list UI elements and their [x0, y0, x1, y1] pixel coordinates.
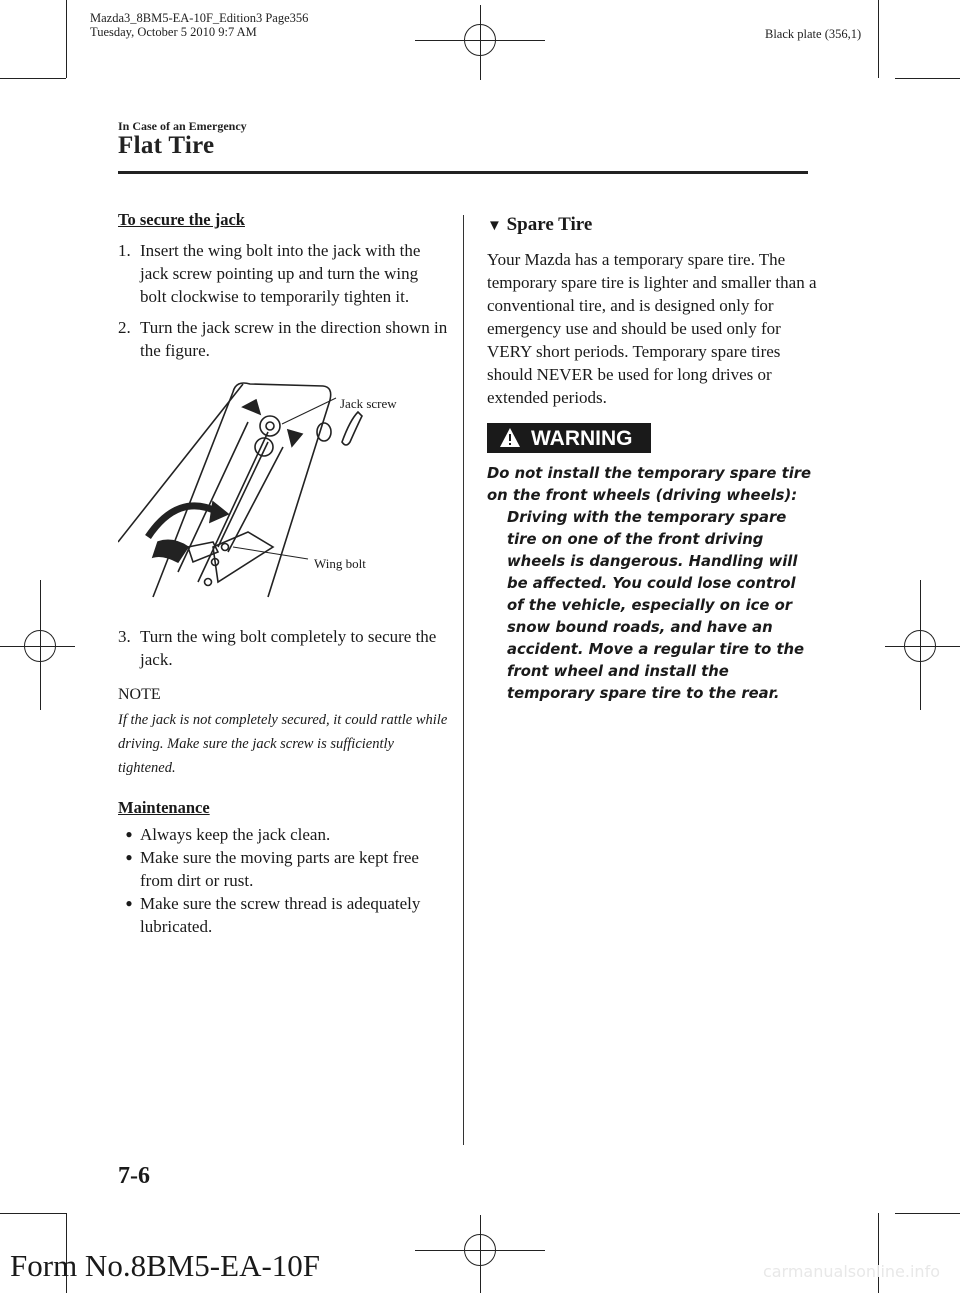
step-2 [118, 316, 448, 362]
right-column [487, 213, 817, 705]
step-number: 1. [118, 241, 131, 260]
rotation-arrow [243, 400, 260, 414]
form-number: Form No.8BM5-EA-10F [10, 1248, 321, 1283]
crop-mark [895, 78, 960, 79]
rivet [222, 544, 229, 551]
warning-label: WARNING [531, 426, 633, 450]
list-item-text: Always keep the jack clean. [140, 825, 331, 844]
jack-illustration [118, 372, 448, 617]
step-text: Insert the wing bolt into the jack with the jack screw pointing up and turn the wing bolt clockwise to temporarily tighten it. [140, 241, 421, 306]
crop-mark [878, 0, 879, 78]
rotation-arrow [288, 430, 302, 446]
registration-mark [464, 1234, 496, 1266]
bullet-icon: ● [125, 827, 133, 841]
step-text: Turn the jack screw in the direction shown in the figure. [140, 318, 448, 360]
left-column [118, 208, 448, 938]
frame-edge [118, 384, 243, 542]
step-number: 2. [118, 318, 131, 337]
leader-jack-screw [282, 398, 336, 424]
list-item [118, 892, 448, 938]
triangle-down-icon: ▼ [487, 218, 502, 234]
print-meta [90, 11, 308, 39]
secure-jack-heading: To secure the jack [118, 210, 245, 229]
crop-mark [878, 1213, 879, 1293]
step-3 [118, 625, 448, 671]
spare-tire-heading [487, 213, 817, 238]
step-text: Turn the wing bolt completely to secure the jack. [140, 627, 437, 669]
section-label: In Case of an Emergency [118, 119, 247, 133]
registration-mark [904, 630, 936, 662]
list-item [118, 846, 448, 892]
wing-bolt [153, 540, 188, 562]
warning-detail: Driving with the temporary spare tire on one of the front driving wheels is dangerous. Handling will be affected. You could lose control of the vehicle, especially on ice or snow bound roads, and have an accident. Move a regular tire to the front wheel and install the temporary spare tire to the rear. [507, 509, 805, 702]
list-item-text: Make sure the moving parts are kept free from dirt or rust. [140, 848, 419, 890]
registration-mark [24, 630, 56, 662]
jack-figure [118, 372, 448, 617]
maintenance-list [118, 823, 448, 938]
crop-mark [0, 1213, 66, 1214]
jack-screw-label: Jack screw [340, 396, 397, 411]
jack-screw-center [266, 422, 274, 430]
crop-mark [66, 0, 67, 78]
warning-lead: Do not install the temporary spare tire on the front wheels (driving wheels): [487, 465, 812, 504]
column-divider [463, 215, 464, 1145]
warning-text [487, 463, 817, 705]
bullet-icon: ● [125, 850, 133, 864]
warning-badge [487, 423, 651, 453]
list-item-text: Make sure the screw thread is adequately lubricated. [140, 894, 421, 936]
crop-mark [0, 78, 66, 79]
file-info: Mazda3_8BM5-EA-10F_Edition3 Page356 [90, 11, 309, 25]
date-info: Tuesday, October 5 2010 9:7 AM [90, 25, 257, 39]
step-1 [118, 239, 448, 308]
page-title: Flat Tire [118, 132, 215, 159]
crop-mark [895, 1213, 960, 1214]
panel-edge [153, 392, 233, 597]
step-number: 3. [118, 627, 131, 646]
title-rule [118, 171, 808, 174]
plate-info: Black plate (356,1) [765, 27, 862, 41]
jack-screw-head [260, 416, 280, 436]
note-title: NOTE [118, 686, 161, 703]
watermark: carmanualsonline.info [762, 1262, 940, 1281]
note-body: If the jack is not completely secured, it could rattle while driving. Make sure the jack screw is sufficiently tightened. [118, 712, 448, 776]
page-number: 7-6 [118, 1163, 150, 1189]
jack-arm [218, 442, 283, 552]
rivet [205, 579, 212, 586]
spare-tire-body: Your Mazda has a temporary spare tire. The temporary spare tire is lighter and smaller than a conventional tire, and is designed only for emergency use and should be used only for VERY short periods. Temporary spare tires should NEVER be used for long drives or extended periods. [487, 250, 817, 407]
warning-icon [499, 427, 521, 449]
clip [342, 412, 362, 445]
arrow-head [210, 502, 228, 522]
bullet-icon: ● [125, 896, 133, 910]
wing-bolt-label: Wing bolt [314, 556, 366, 571]
list-item [118, 823, 448, 846]
registration-mark [464, 24, 496, 56]
spare-tire-title: Spare Tire [506, 214, 593, 235]
maintenance-heading: Maintenance [118, 798, 210, 817]
